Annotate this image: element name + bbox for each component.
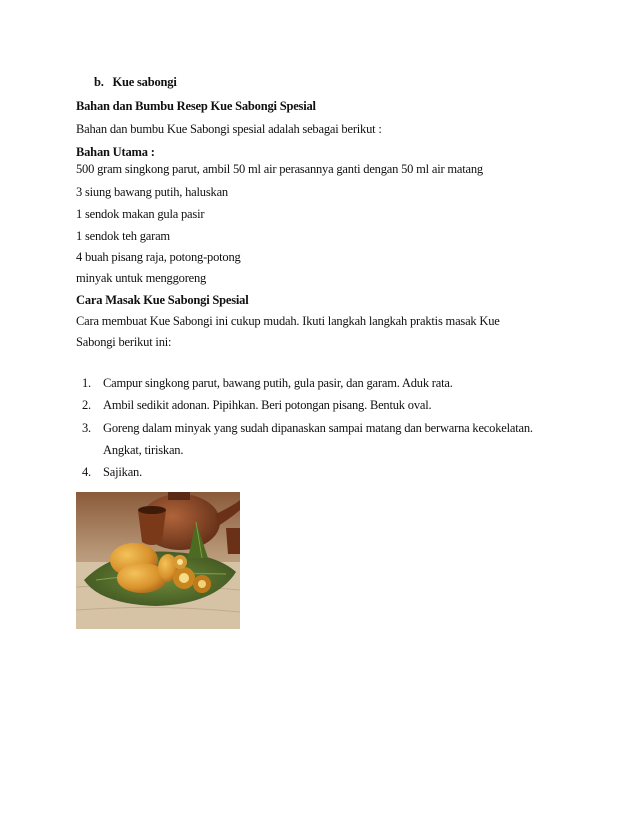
step-number: 3.: [82, 421, 91, 435]
step-item: [82, 375, 453, 391]
step-number: 1.: [82, 376, 91, 390]
step-number: 2.: [82, 398, 91, 412]
ingredient-item: 1 sendok teh garam: [76, 229, 170, 243]
step-text: Sajikan.: [103, 465, 143, 479]
ingredient-item: 500 gram singkong parut, ambil 50 ml air perasannya ganti dengan 50 ml air matang: [76, 162, 483, 176]
ingredient-item: minyak untuk menggoreng: [76, 271, 207, 285]
intro-text: Bahan dan bumbu Kue Sabongi spesial adalah sebagai berikut :: [76, 122, 382, 136]
ingredient-item: 4 buah pisang raja, potong-potong: [76, 250, 241, 264]
ingredient-item: 1 sendok makan gula pasir: [76, 207, 205, 221]
step-item: [82, 464, 142, 480]
ingredients-heading: Bahan Utama :: [76, 145, 155, 159]
section-heading: b. Kue sabongi: [94, 75, 177, 89]
recipe-title: Bahan dan Bumbu Resep Kue Sabongi Spesial: [76, 99, 316, 113]
step-number: 4.: [82, 465, 91, 479]
step-text: Campur singkong parut, bawang putih, gula pasir, dan garam. Aduk rata.: [103, 376, 453, 390]
method-intro: Cara membuat Kue Sabongi ini cukup mudah. Ikuti langkah langkah praktis masak Kue: [76, 314, 500, 328]
step-item: [82, 397, 431, 413]
ingredient-item: 3 siung bawang putih, haluskan: [76, 185, 228, 199]
method-heading: Cara Masak Kue Sabongi Spesial: [76, 293, 249, 307]
method-intro: Sabongi berikut ini:: [76, 335, 172, 349]
step-text: Goreng dalam minyak yang sudah dipanaskan sampai matang dan berwarna kecokelatan.: [103, 421, 533, 435]
step-text: Ambil sedikit adonan. Pipihkan. Beri potongan pisang. Bentuk oval.: [103, 398, 432, 412]
kue-sabongi-photo: [76, 492, 240, 629]
step-continuation: Angkat, tiriskan.: [103, 443, 184, 457]
step-item: [82, 420, 533, 436]
